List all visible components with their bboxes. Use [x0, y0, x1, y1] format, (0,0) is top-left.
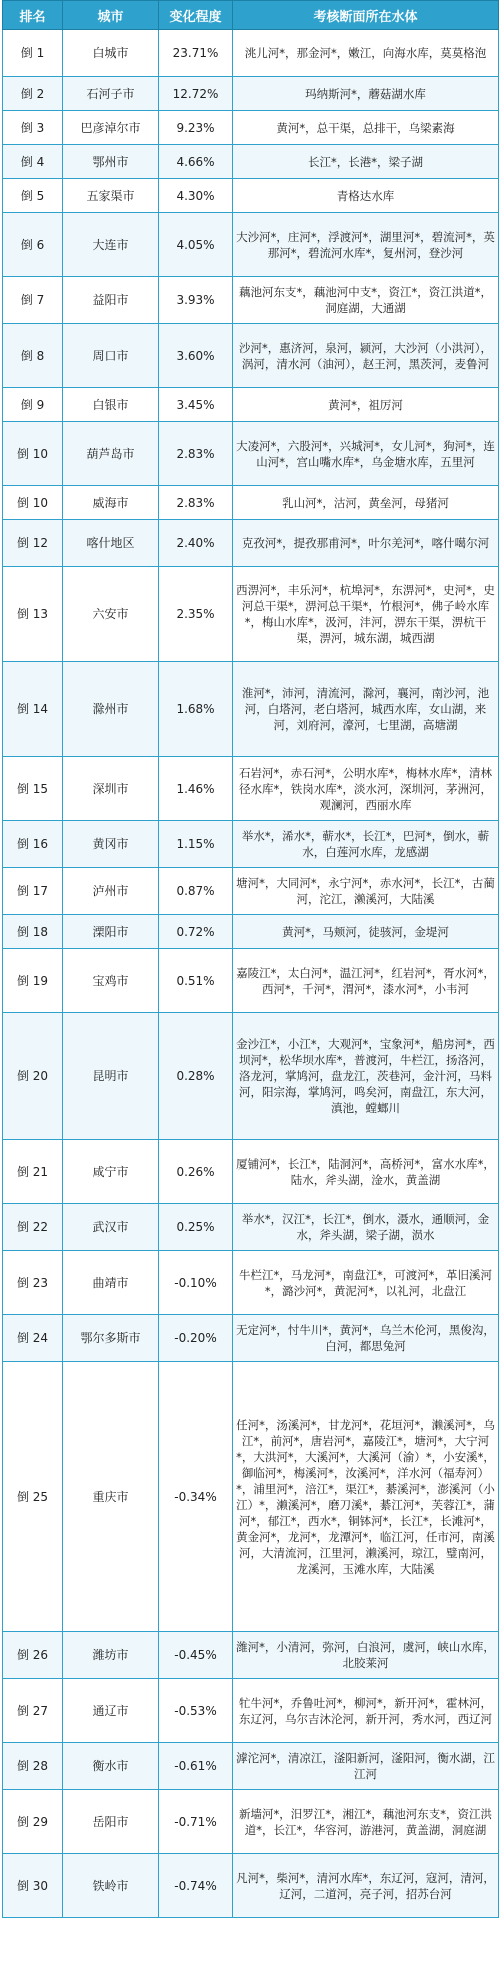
- cell-water: 金沙江*，小江*，大观河*，宝象河*，船房河*，西坝河*，松华坝水库*，普渡河，牛栏江，扬洛河，洛龙河，掌鸠河，盘龙江，茨巷河，金汁河，马料河，阳宗海，掌鸠河，鸣矣河，南盘江，东大河，滇池，螳螂川: [233, 1013, 499, 1140]
- cell-rank: 倒 10: [3, 422, 63, 486]
- cell-change: 0.87%: [159, 868, 233, 915]
- cell-rank: 倒 26: [3, 1632, 63, 1679]
- cell-rank: 倒 6: [3, 213, 63, 277]
- cell-water: 长江*，长港*，梁子湖: [233, 145, 499, 179]
- cell-change: 0.25%: [159, 1204, 233, 1251]
- table-row: [3, 277, 499, 324]
- cell-city: 葫芦岛市: [63, 422, 159, 486]
- cell-city: 周口市: [63, 324, 159, 388]
- cell-water: 玛纳斯河*，蘑菇湖水库: [233, 77, 499, 111]
- cell-water: 淮河*，沛河，清流河，滁河，襄河，南沙河，池河，白塔河，老白塔河，城西水库，女山湖，来河，刘府河，濠河，七里湖，高塘湖: [233, 662, 499, 757]
- cell-change: -0.10%: [159, 1251, 233, 1315]
- cell-city: 喀什地区: [63, 520, 159, 567]
- cell-water: 塘河*，大同河*，永宁河*，赤水河*，长江*，古蔺河，沱江，濑溪河，大陆溪: [233, 868, 499, 915]
- table-row: [3, 821, 499, 868]
- cell-rank: 倒 18: [3, 915, 63, 949]
- cell-water: 黄河*，马颊河，徒骇河，金堤河: [233, 915, 499, 949]
- table-row: [3, 30, 499, 77]
- cell-change: -0.45%: [159, 1632, 233, 1679]
- header-water: 考核断面所在水体: [233, 1, 499, 30]
- cell-water: 任河*，汤溪河*，甘龙河*，花垣河*，濑溪河*，乌江*，前河*，唐岩河*，嘉陵江*，塘河*，大宁河*，大洪河*，大溪河*，大溪河（渝）*，小安溪*，御临河*，梅溪河*，汝溪河*，洋水河（福寿河）*，浦里河*，涪江*，渠江*，綦溪河*，澎溪河（小江）*，濑溪河*，磨刀溪*，綦江河*，芙蓉江*，蒲河*，郁江*，西水*，铜钵河*，长江*，长滩河*，黄金河*，龙河*，龙潭河*，临江河，任市河，南溪河，大清流河，江里河，濑溪河，琼江，璧南河，龙溪河，玉滩水库，大陆溪: [233, 1362, 499, 1632]
- table-row: [3, 1013, 499, 1140]
- cell-rank: 倒 12: [3, 520, 63, 567]
- cell-water: 举水*，浠水*，蕲水*，长江*，巴河*，倒水，蕲水，白莲河水库，龙感湖: [233, 821, 499, 868]
- cell-city: 石河子市: [63, 77, 159, 111]
- cell-change: 3.45%: [159, 388, 233, 422]
- cell-rank: 倒 30: [3, 1854, 63, 1918]
- cell-change: 0.51%: [159, 949, 233, 1013]
- cell-city: 黄冈市: [63, 821, 159, 868]
- cell-water: 嘉陵江*，太白河*，温江河*，红岩河*，胥水河*，西河*，千河*，渭河*，漆水河*，小韦河: [233, 949, 499, 1013]
- cell-city: 益阳市: [63, 277, 159, 324]
- cell-water: 黄河*，祖厉河: [233, 388, 499, 422]
- cell-rank: 倒 10: [3, 486, 63, 520]
- table-row: [3, 486, 499, 520]
- cell-city: 六安市: [63, 567, 159, 662]
- cell-rank: 倒 8: [3, 324, 63, 388]
- cell-rank: 倒 3: [3, 111, 63, 145]
- cell-water: 厦铺河*，长江*，陆洞河*，高桥河*，富水水库*，陆水，斧头湖，淦水，黄盖湖: [233, 1140, 499, 1204]
- cell-change: 2.35%: [159, 567, 233, 662]
- cell-rank: 倒 19: [3, 949, 63, 1013]
- cell-city: 鄂尔多斯市: [63, 1315, 159, 1362]
- cell-city: 通辽市: [63, 1679, 159, 1743]
- cell-change: 23.71%: [159, 30, 233, 77]
- cell-change: 0.72%: [159, 915, 233, 949]
- cell-city: 溧阳市: [63, 915, 159, 949]
- cell-water: 洮儿河*，那金河*，嫩江，向海水库，莫莫格泡: [233, 30, 499, 77]
- cell-city: 宝鸡市: [63, 949, 159, 1013]
- table-row: [3, 324, 499, 388]
- cell-water: 牛栏江*，马龙河*，南盘江*，可渡河*，革旧溪河*，潞沙河*，黄泥河*，以礼河，北盘江: [233, 1251, 499, 1315]
- cell-change: -0.20%: [159, 1315, 233, 1362]
- cell-change: -0.61%: [159, 1743, 233, 1790]
- cell-rank: 倒 29: [3, 1790, 63, 1854]
- table-row: [3, 662, 499, 757]
- cell-rank: 倒 23: [3, 1251, 63, 1315]
- table-row: [3, 520, 499, 567]
- cell-rank: 倒 28: [3, 1743, 63, 1790]
- cell-city: 咸宁市: [63, 1140, 159, 1204]
- table-row: [3, 422, 499, 486]
- cell-change: 4.05%: [159, 213, 233, 277]
- cell-city: 大连市: [63, 213, 159, 277]
- table-row: [3, 145, 499, 179]
- cell-rank: 倒 16: [3, 821, 63, 868]
- cell-water: 举水*，汉江*，长江*，倒水，滠水，通顺河，金水，斧头湖，梁子湖，涢水: [233, 1204, 499, 1251]
- table-row: [3, 1679, 499, 1743]
- cell-rank: 倒 5: [3, 179, 63, 213]
- table-row: [3, 868, 499, 915]
- cell-change: -0.34%: [159, 1362, 233, 1632]
- cell-water: 滹沱河*，清凉江，滏阳新河，滏阳河，衡水湖，江江河: [233, 1743, 499, 1790]
- cell-city: 白城市: [63, 30, 159, 77]
- table-row: [3, 915, 499, 949]
- table-row: [3, 179, 499, 213]
- cell-water: 凡河*，柴河*，清河水库*，东辽河，寇河，清河，辽河，二道河，亮子河，招苏台河: [233, 1854, 499, 1918]
- cell-rank: 倒 4: [3, 145, 63, 179]
- table-row: [3, 213, 499, 277]
- cell-rank: 倒 24: [3, 1315, 63, 1362]
- cell-city: 威海市: [63, 486, 159, 520]
- cell-city: 泸州市: [63, 868, 159, 915]
- table-row: [3, 1140, 499, 1204]
- cell-rank: 倒 7: [3, 277, 63, 324]
- cell-change: 1.68%: [159, 662, 233, 757]
- cell-rank: 倒 13: [3, 567, 63, 662]
- cell-water: 青格达水库: [233, 179, 499, 213]
- cell-city: 深圳市: [63, 757, 159, 821]
- cell-city: 潍坊市: [63, 1632, 159, 1679]
- table-row: [3, 1204, 499, 1251]
- cell-water: 黄河*，总干渠，总排干，乌梁素海: [233, 111, 499, 145]
- water-quality-ranking-table: [2, 0, 499, 1918]
- table-row: [3, 757, 499, 821]
- cell-water: 潍河*，小清河，弥河，白浪河，虞河，峡山水库，北胶莱河: [233, 1632, 499, 1679]
- table-body: [3, 30, 499, 1918]
- cell-city: 衡水市: [63, 1743, 159, 1790]
- cell-change: 1.15%: [159, 821, 233, 868]
- cell-city: 滁州市: [63, 662, 159, 757]
- table-row: [3, 567, 499, 662]
- table-row: [3, 1743, 499, 1790]
- table-row: [3, 1251, 499, 1315]
- cell-change: 2.83%: [159, 422, 233, 486]
- header-rank: 排名: [3, 1, 63, 30]
- cell-change: 3.60%: [159, 324, 233, 388]
- cell-change: 2.83%: [159, 486, 233, 520]
- table-row: [3, 111, 499, 145]
- cell-rank: 倒 1: [3, 30, 63, 77]
- cell-change: -0.74%: [159, 1854, 233, 1918]
- cell-change: 2.40%: [159, 520, 233, 567]
- cell-rank: 倒 14: [3, 662, 63, 757]
- header-city: 城市: [63, 1, 159, 30]
- cell-water: 西淠河*，丰乐河*，杭埠河*，东淠河*，史河*，史河总干渠*，淠河总干渠*，竹根河*，佛子岭水库*，梅山水库*，汲河，沣河，淠东干渠，淠杭干渠，淠河，城东湖，城西湖: [233, 567, 499, 662]
- cell-change: 3.93%: [159, 277, 233, 324]
- cell-rank: 倒 2: [3, 77, 63, 111]
- header-row: [3, 1, 499, 30]
- cell-water: 大凌河*，六股河*，兴城河*，女儿河*，狗河*，连山河*，宫山嘴水库*，乌金塘水库，五里河: [233, 422, 499, 486]
- cell-water: 沙河*，惠济河，泉河，颍河，大沙河（小洪河），涡河，清水河（油河），赵王河，黑茨河，麦鲁河: [233, 324, 499, 388]
- cell-city: 曲靖市: [63, 1251, 159, 1315]
- cell-change: 12.72%: [159, 77, 233, 111]
- cell-city: 重庆市: [63, 1362, 159, 1632]
- cell-rank: 倒 20: [3, 1013, 63, 1140]
- cell-city: 岳阳市: [63, 1790, 159, 1854]
- cell-water: 藕池河东支*，藕池河中支*，资江*，资江洪道*，洞庭湖，大通湖: [233, 277, 499, 324]
- cell-rank: 倒 25: [3, 1362, 63, 1632]
- table-row: [3, 1854, 499, 1918]
- cell-change: 1.46%: [159, 757, 233, 821]
- cell-rank: 倒 27: [3, 1679, 63, 1743]
- header-change: 变化程度: [159, 1, 233, 30]
- cell-change: 0.26%: [159, 1140, 233, 1204]
- cell-city: 昆明市: [63, 1013, 159, 1140]
- cell-water: 乳山河*，沽河，黄垒河，母猪河: [233, 486, 499, 520]
- cell-water: 新墙河*，汨罗江*，湘江*，藕池河东支*，资江洪道*，长江*，华容河，游港河，黄盖湖，洞庭湖: [233, 1790, 499, 1854]
- cell-city: 白银市: [63, 388, 159, 422]
- table-row: [3, 388, 499, 422]
- cell-rank: 倒 9: [3, 388, 63, 422]
- table-row: [3, 1362, 499, 1632]
- table-row: [3, 1632, 499, 1679]
- cell-rank: 倒 17: [3, 868, 63, 915]
- cell-city: 巴彦淖尔市: [63, 111, 159, 145]
- cell-rank: 倒 22: [3, 1204, 63, 1251]
- cell-change: 4.66%: [159, 145, 233, 179]
- cell-change: -0.53%: [159, 1679, 233, 1743]
- cell-water: 无定河*，忖牛川*，黄河*，乌兰木伦河，黑俊沟，白河，都思兔河: [233, 1315, 499, 1362]
- cell-rank: 倒 21: [3, 1140, 63, 1204]
- table-row: [3, 949, 499, 1013]
- cell-change: 9.23%: [159, 111, 233, 145]
- cell-water: 石岩河*，赤石河*，公明水库*，梅林水库*，清林径水库*，铁岗水库*，淡水河，深圳河，茅洲河，观澜河，西丽水库: [233, 757, 499, 821]
- table-row: [3, 1315, 499, 1362]
- cell-city: 五家渠市: [63, 179, 159, 213]
- cell-water: 大沙河*，庄河*，浮渡河*，湖里河*，碧流河*，英那河*，碧流河水库*，复州河，登沙河: [233, 213, 499, 277]
- cell-water: 克孜河*，提孜那甫河*，叶尔羌河*，喀什噶尔河: [233, 520, 499, 567]
- cell-city: 武汉市: [63, 1204, 159, 1251]
- cell-change: -0.71%: [159, 1790, 233, 1854]
- cell-city: 鄂州市: [63, 145, 159, 179]
- cell-change: 0.28%: [159, 1013, 233, 1140]
- table-row: [3, 77, 499, 111]
- cell-city: 铁岭市: [63, 1854, 159, 1918]
- cell-rank: 倒 15: [3, 757, 63, 821]
- cell-change: 4.30%: [159, 179, 233, 213]
- cell-water: 牤牛河*，乔鲁吐河*，柳河*，新开河*，霍林河，东辽河，乌尔吉沐沦河，新开河，秀水河，西辽河: [233, 1679, 499, 1743]
- table-row: [3, 1790, 499, 1854]
